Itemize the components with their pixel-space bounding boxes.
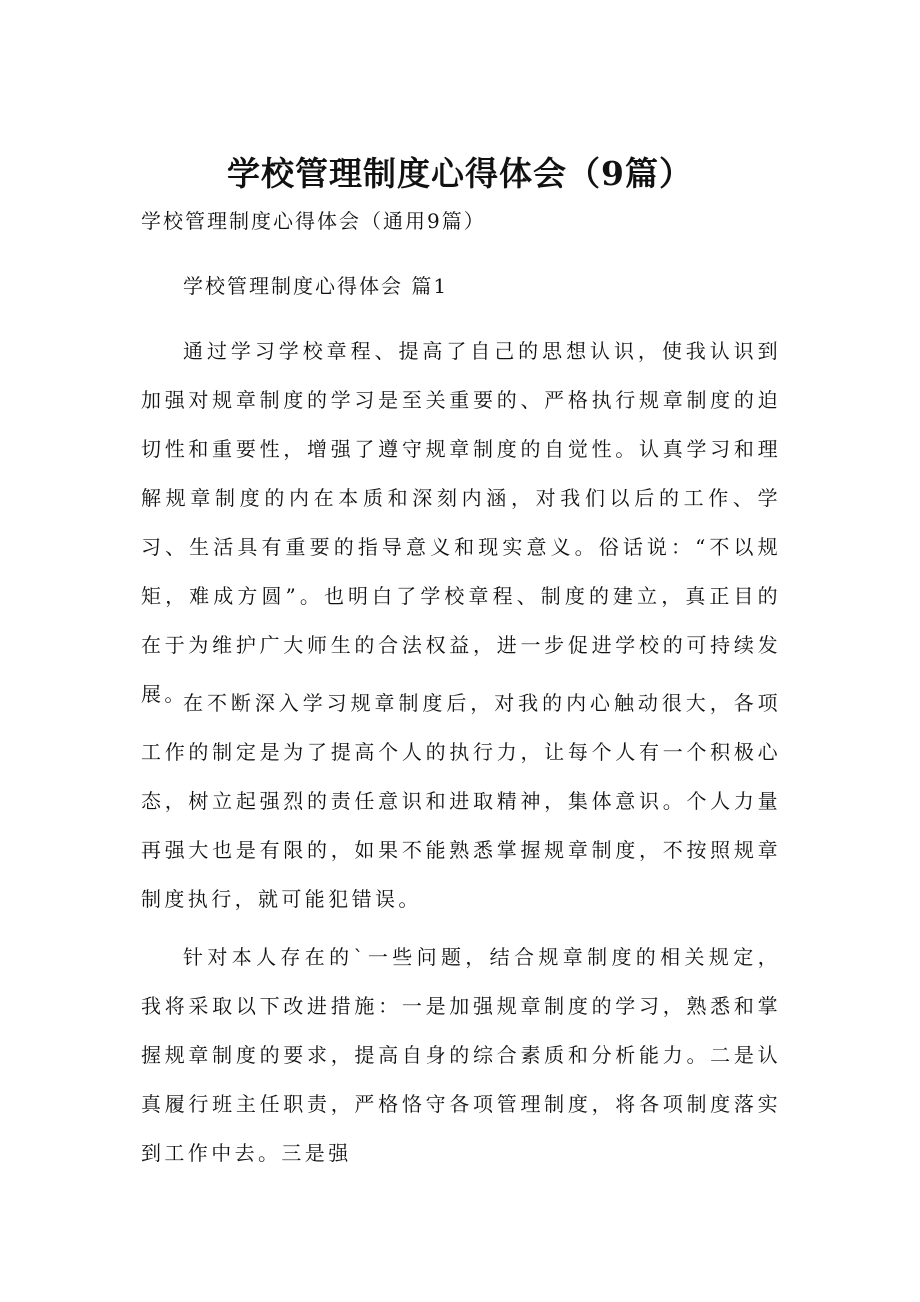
body-paragraph-3: 针对本人存在的`一些问题，结合规章制度的相关规定，我将采取以下改进措施：一是加强规章制度的学习，熟悉和掌握规章制度的要求，提高自身的综合素质和分析能力。二是认真履行班主任职责，严格恪守各项管理制度，将各项制度落实到工作中去。三是强 <box>141 945 781 1165</box>
body-paragraph-2: 在不断深入学习规章制度后，对我的内心触动很大，各项工作的制定是为了提高个人的执行力，让每个人有一个积极心态，树立起强烈的责任意识和进取精神，集体意识。个人力量再强大也是有限的，如果不能熟悉掌握规章制度，不按照规章制度执行，就可能犯错误。 <box>141 691 781 911</box>
section-heading: 学校管理制度心得体会 篇1 <box>183 274 449 298</box>
body-paragraph-1: 通过学习学校章程、提高了自己的思想认识，使我认识到加强对规章制度的学习是至关重要的、严格执行规章制度的迫切性和重要性，增强了遵守规章制度的自觉性。认真学习和理解规章制度的内在本质和深刻内涵，对我们以后的工作、学习、生活具有重要的指导意义和现实意义。俗话说：“不以规矩，难成方圆”。也明白了学校章程、制度的建立，真正目的在于为维护广大师生的合法权益，进一步促进学校的可持续发展。 <box>141 339 781 706</box>
document-title: 学校管理制度心得体会（9篇） <box>227 154 693 193</box>
document-subtitle: 学校管理制度心得体会（通用9篇） <box>141 209 486 233</box>
